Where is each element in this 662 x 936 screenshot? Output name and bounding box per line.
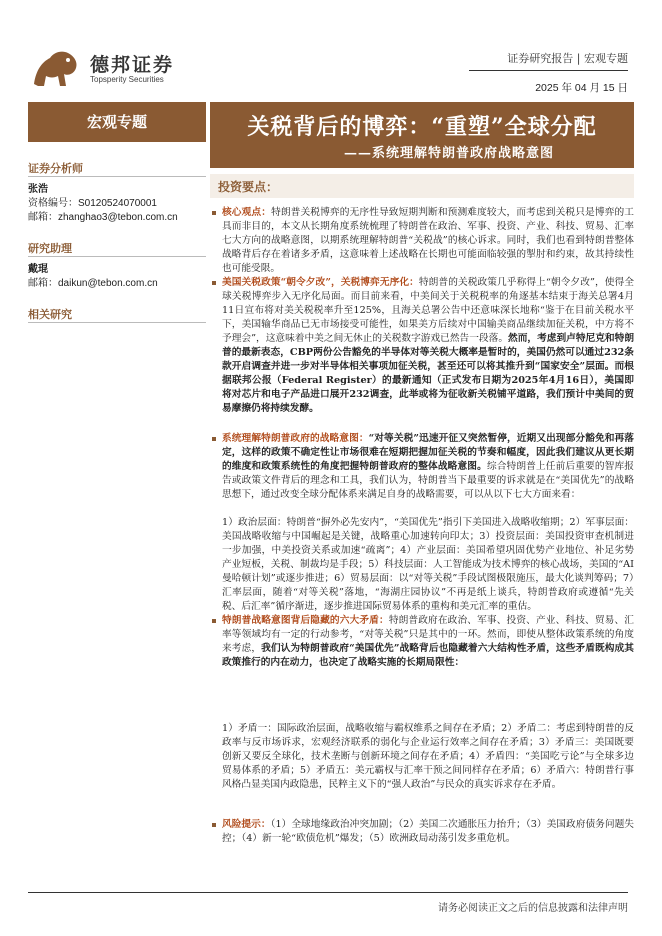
points-title: 投资要点： xyxy=(218,180,279,194)
paragraph-label: 特朗普战略意图背后隐藏的六大矛盾： xyxy=(222,615,389,626)
category-banner: 宏观专题 xyxy=(28,102,206,142)
report-date: 2025 年 04 月 15 日 xyxy=(535,82,628,94)
paragraph-text: 特朗普政府在政治、军事、投资、产业、科技、贸易、汇率等领域均有一定的行动参考，“对等关税”只是其中的一环。然而，即使从整体政策系统的角度来考虑， xyxy=(222,615,634,654)
paragraph-text: 1）矛盾一：国际政治层面，战略收缩与霸权维系之间存在矛盾；2）矛盾二：考虑到特朗普的反政率与反市场诉求，宏观经济联系的弱化与企业运行效率之间存在矛盾；3）矛盾三：美国既要创新又要反全球化，技术垄断与创新环境之间存在矛盾；4）矛盾四：“美国吃亏论”与全球多边贸易体系的矛盾；5）矛盾五：美元霸权与汇率干预之间同样存在矛盾；6）矛盾六：特朗普行事风格凸显美国内政隐患，民粹主义下的“强人政治”与民众的真实诉求存在矛盾。 xyxy=(222,723,634,790)
paragraph-bold-text: “对等关税”迅速开征又突然暂停，近期又出现部分豁免和再落定，这样的政策不确定性让市场很难在短期把握加征关税的节奏和幅度，因此我们建议从更长期的维度和政策系统性的角度把握特朗普政府的整体战略意图。 xyxy=(222,433,634,472)
assistant-heading: 研究助理 xyxy=(28,242,72,255)
report-type: 证券研究报告 | 宏观专题 xyxy=(507,52,628,65)
related-heading: 相关研究 xyxy=(28,308,72,321)
paragraph-core-view xyxy=(222,206,634,276)
paragraph-risk xyxy=(222,818,634,846)
analyst-email[interactable]: zhanghao3@tebon.com.cn xyxy=(58,212,178,223)
points-header xyxy=(210,174,634,198)
email-label: 邮箱： xyxy=(28,278,58,289)
cert-value: S0120524070001 xyxy=(78,198,157,209)
company-logo xyxy=(28,44,84,94)
bullet-icon xyxy=(212,619,216,623)
paragraph-seven-aspects xyxy=(222,516,634,614)
analyst-heading: 证券分析师 xyxy=(28,162,83,175)
paragraph-text: 综合特朗普上任前后重要的智库报告或政策文件背后的理念和工具，我们认为，特朗普当下最重要的诉求就是在“美国优先”的战略思想下，通过改变全球分配体系来满足自身的战略需要，可以从以下七大方面来看： xyxy=(222,461,634,500)
paragraph-label: 美国关税政策“朝令夕改”，关税博弈无序化： xyxy=(222,277,419,288)
sidebar-divider xyxy=(28,322,206,323)
bullet-icon xyxy=(212,823,216,827)
paragraph-text: 特朗普的关税政策几乎称得上“朝令夕改”，使得全球关税博弈步入无序化局面。而目前来看，中美间关于关税税率的角逐基本结束于海关总署4月11日宣布将对美关税税率升至125%，且海关总署公告中还意味深长地称“鉴于在目前关税水平下，美国输华商品已无市场接受可能性，如果美方后续对中国输美商品继续加征关税，中方将不予理会”，这意味着中美之间无休止的关税数字游戏已然告一段落。 xyxy=(222,277,634,344)
assistant-email-line xyxy=(28,274,158,289)
assistant-email[interactable]: daikun@tebon.com.cn xyxy=(58,278,158,289)
cert-label: 资格编号： xyxy=(28,198,78,209)
brand-name: 德邦证券 xyxy=(90,54,175,76)
footer-disclaimer: 请务必阅读正文之后的信息披露和法律声明 xyxy=(438,903,628,914)
paragraph-six-contradictions xyxy=(222,722,634,792)
paragraph-text: 特朗普关税博弈的无序性导致短期判断和预测难度较大，而考虑到关税只是博弈的工具而非目的，本文从长期角度系统梳理了特朗普在政治、军事、投资、产业、科技、贸易、汇率七大方向的战略意图，以期系统理解特朗普“关税战”的核心诉求。同时，我们也看到特朗普整体战略背后存在着诸多矛盾，这意味着上述战略在长期也可能面临较强的掣肘和约束，故其持续性也可能受限。 xyxy=(222,207,634,274)
paragraph-tariff-policy xyxy=(222,276,634,416)
brand-english-name: Topsperity Securities xyxy=(90,75,164,84)
report-title: 关税背后的博弈：“重塑”全球分配 xyxy=(247,114,597,140)
paragraph-label: 核心观点： xyxy=(222,207,272,218)
paragraph-label: 系统理解特朗普政府的战略意图： xyxy=(222,433,369,444)
assistant-name: 戴琨 xyxy=(28,264,48,275)
paragraph-strategy xyxy=(222,432,634,502)
bullet-icon xyxy=(212,211,216,215)
report-subtitle: ——系统理解特朗普政府战略意图 xyxy=(343,146,554,161)
paragraph-text: 1）政治层面：特朗普“摒外必先安内”，“美国优先”指引下美国进入战略收缩期；2）军事层面：美国战略收缩与中国崛起是关键，战略重心加速转向印太；3）投资层面：美国投资审查机制进一步加强，中美投资关系或加速“疏离”；4）产业层面：美国希望巩固优势产业地位、补足劣势产业短板，关税、制裁均是手段；5）科技层面：人工智能成为技术博弈的核心战场，美国的“AI曼哈顿计划”或逐步推进；6）贸易层面：以“对等关税”手段试图极限施压，最大化谈判筹码；7）汇率层面，随着“对等关税”落地，“海湖庄园协议”不再是纸上谈兵，特朗普政府或遵循“先关税、后汇率”循序渐进，逐步推进国际贸易体系的重构和美元汇率的重估。 xyxy=(222,517,634,612)
paragraph-bold-text: 我们认为特朗普政府“美国优先”战略背后也隐藏着六大结构性矛盾，这些矛盾既构成其政策推行的内在动力，也决定了战略实施的长期局限性： xyxy=(222,643,634,668)
email-label: 邮箱： xyxy=(28,212,58,223)
analyst-cert xyxy=(28,194,157,209)
paragraph-text: （1）全球地缘政治冲突加剧；（2）美国二次通胀压力抬升；（3）美国政府债务问题失控；（4）新一轮“欧债危机”爆发；（5）欧洲政局动荡引发多重危机。 xyxy=(222,819,634,844)
header-divider xyxy=(469,70,628,71)
bullet-icon xyxy=(212,437,216,441)
analyst-name: 张浩 xyxy=(28,184,48,195)
paragraph-bold-text: 然而，考虑到卢特尼克和特朗普的最新表态，CBP两份公告豁免的半导体对等关税大概率是暂时的，美国仍然可以通过232条款开启调查并进一步对半导体相关事项加征关税，甚至还可以将其推升到“国家安全”层面。而根据联邦公报（Federal Register）的最新通知（正式发布日期为2025年4月16日），美国即将对芯片和电子产品进口展开232调查，此举或将为征收新关税铺平道路，我们预计中美间的贸易摩擦仍将持续发酵。 xyxy=(222,333,635,414)
paragraph-contradictions xyxy=(222,614,634,670)
paragraph-label: 风险提示： xyxy=(222,819,271,830)
sidebar-divider xyxy=(28,256,206,257)
analyst-email-line xyxy=(28,208,178,223)
title-banner xyxy=(210,102,634,168)
bullet-icon xyxy=(212,281,216,285)
footer-divider xyxy=(28,892,628,893)
sidebar-divider xyxy=(28,176,206,177)
